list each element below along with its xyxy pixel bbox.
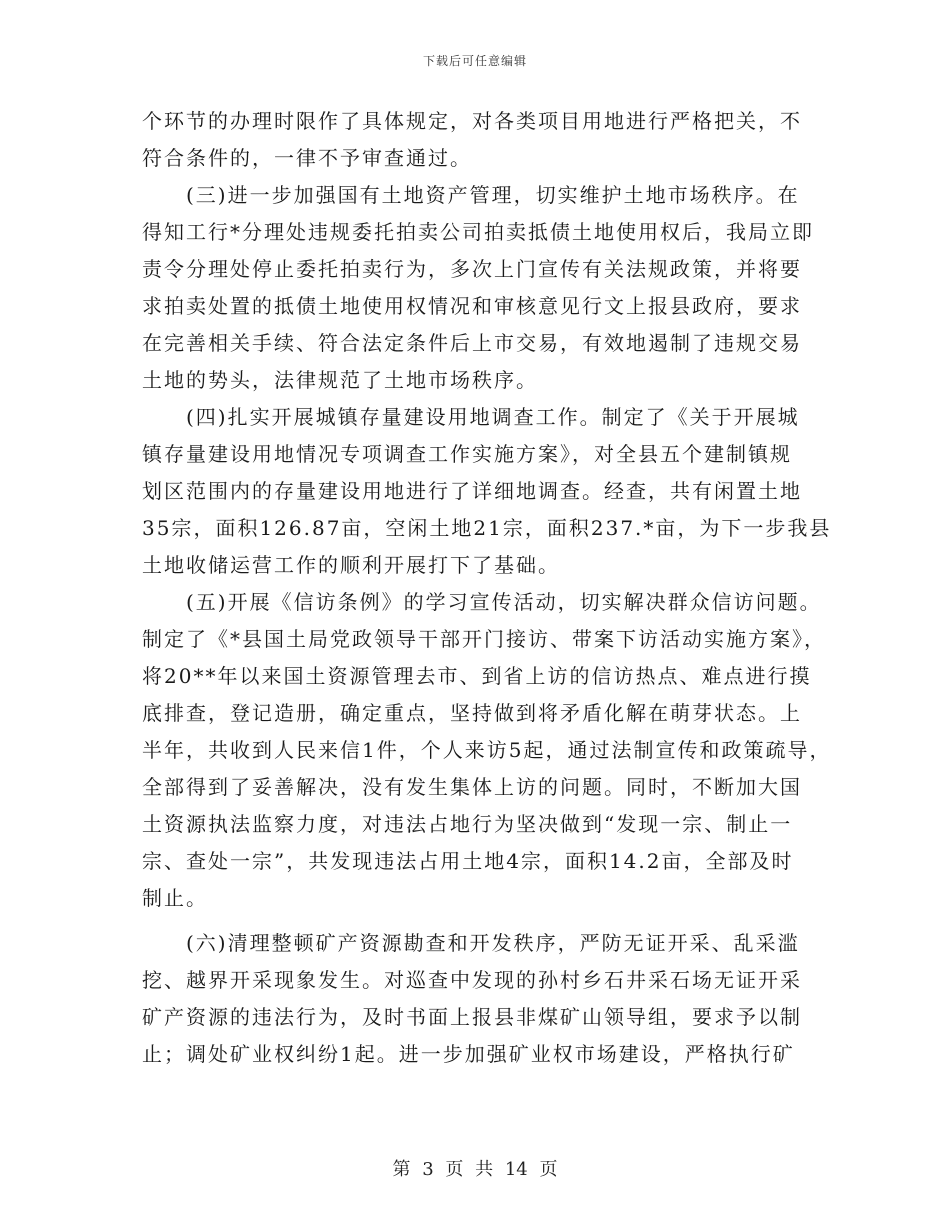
text-line: 土地收储运营工作的顺利开展打下了基础。 (142, 553, 560, 577)
text-line: 镇存量建设用地情况专项调查工作实施方案》，对全县五个建制镇规 (142, 442, 792, 466)
text-line: 土地的势头，法律规范了土地市场秩序。 (142, 368, 538, 392)
text-line: 在完善相关手续、符合法定条件后上市交易，有效地遏制了违规交易 (142, 331, 802, 355)
text-line: 矿产资源的违法行为，及时书面上报县非煤矿山领导组，要求予以制 (142, 1005, 802, 1029)
page-number-footer: 第 3 页 共 14 页 (392, 1159, 558, 1180)
page-header: 下载后可任意编辑 (422, 54, 527, 68)
text-line: 划区范围内的存量建设用地进行了详细地调查。经查，共有闲置土地 (142, 479, 802, 503)
text-line: 符合条件的，一律不予审查通过。 (142, 146, 472, 170)
text-line: 止；调处矿业权纠纷1起。进一步加强矿业权市场建设，严格执行矿 (142, 1042, 795, 1066)
text-line: 底排查，登记造册，确定重点，坚持做到将矛盾化解在萌芽状态。上 (142, 701, 802, 725)
text-line: 35宗，面积126.87亩，空闲土地21宗，面积237.*亩，为下一步我县 (142, 516, 832, 540)
text-line: 土资源执法监察力度，对违法占地行为坚决做到“发现一宗、制止一 (142, 812, 793, 836)
text-line: 全部得到了妥善解决，没有发生集体上访的问题。同时，不断加大国 (142, 775, 802, 799)
text-line: 将20**年以来国土资源管理去市、到省上访的信访热点、难点进行摸 (142, 664, 812, 688)
text-line: 宗、查处一宗”，共发现违法占用土地4宗，面积14.2亩，全部及时 (142, 849, 794, 873)
text-line: 制定了《*县国土局党政领导干部开门接访、带案下访活动实施方案》， (142, 627, 826, 651)
paragraph-start-line: (五)开展《信访条例》的学习宣传活动，切实解决群众信访问题。 (186, 590, 822, 614)
text-line: 个环节的办理时限作了具体规定，对各类项目用地进行严格把关，不 (142, 109, 802, 133)
text-line: 得知工行*分理处违规委托拍卖公司拍卖抵债土地使用权后，我局立即 (142, 220, 814, 244)
text-line: 挖、越界开采现象发生。对巡查中发现的孙村乡石井采石场无证开采 (142, 968, 802, 992)
text-line: 制止。 (142, 886, 208, 910)
text-line: 求拍卖处置的抵债土地使用权情况和审核意见行文上报县政府，要求 (142, 294, 802, 318)
document-body (142, 103, 832, 1073)
paragraph-gap (142, 917, 832, 925)
text-line: 半年，共收到人民来信1件，个人来访5起，通过法制宣传和政策疏导， (142, 738, 832, 762)
text-line: 责令分理处停止委托拍卖行为，多次上门宣传有关法规政策，并将要 (142, 257, 802, 281)
paragraph-start-line: (三)进一步加强国有土地资产管理，切实维护土地市场秩序。在 (186, 183, 800, 207)
paragraph-start-line: (六)清理整顿矿产资源勘查和开发秩序，严防无证开采、乱采滥 (186, 931, 800, 955)
paragraph-start-line: (四)扎实开展城镇存量建设用地调查工作。制定了《关于开展城 (186, 405, 800, 429)
